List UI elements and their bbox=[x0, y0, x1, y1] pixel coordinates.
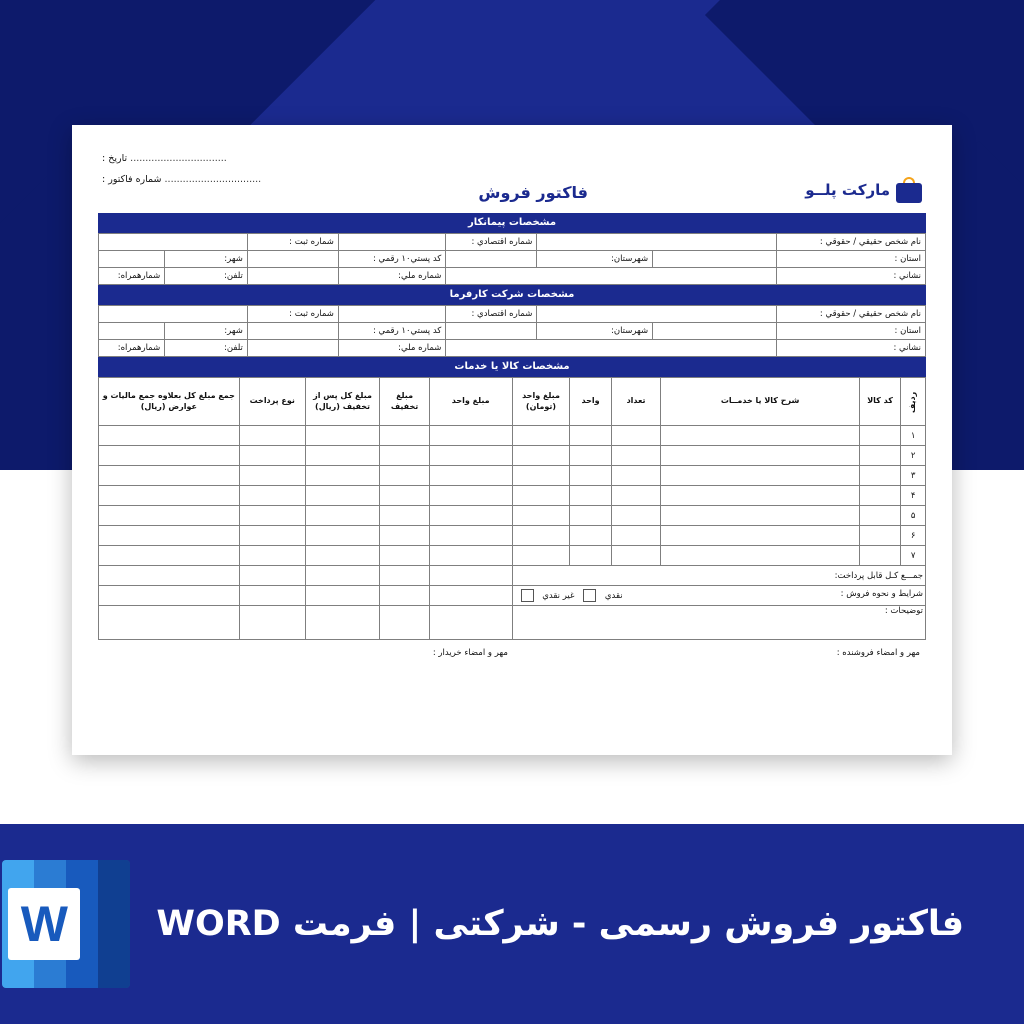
cell-unit[interactable] bbox=[570, 426, 611, 446]
word-icon-letter: W bbox=[20, 896, 68, 952]
employer-field-value-city-county[interactable] bbox=[446, 323, 537, 340]
page-title: فاکتور فروش bbox=[478, 183, 588, 202]
employer-field-value-address[interactable] bbox=[446, 340, 777, 357]
cell-payment-type[interactable] bbox=[239, 506, 305, 526]
col-header-unit: واحد bbox=[570, 378, 611, 426]
meta-date-label: تاریخ : bbox=[102, 153, 128, 164]
employer-field-label-legal-name: نام شخص حقيقي / حقوقي : bbox=[777, 306, 926, 323]
cell-product-code[interactable] bbox=[859, 546, 900, 566]
table-row bbox=[99, 426, 926, 446]
cell-unit[interactable] bbox=[570, 486, 611, 506]
cell-quantity[interactable] bbox=[611, 466, 661, 486]
cell-total-after-discount[interactable] bbox=[305, 546, 379, 566]
field-label-mobile: شمارهمراه: bbox=[99, 268, 165, 285]
employer-field-value-registration-number[interactable] bbox=[99, 306, 248, 323]
cell-discount[interactable] bbox=[380, 426, 430, 446]
cell-unit-price-toman[interactable] bbox=[512, 506, 570, 526]
microsoft-word-icon bbox=[2, 860, 130, 988]
cell-grand-total[interactable] bbox=[99, 526, 240, 546]
col-header-unit-price: مبلغ واحد bbox=[429, 378, 512, 426]
cell-payment-type[interactable] bbox=[239, 546, 305, 566]
employer-field-value-national-id[interactable] bbox=[247, 340, 338, 357]
meta-date-dots: ................................ bbox=[130, 153, 227, 164]
row-number: ۵ bbox=[901, 506, 926, 526]
brand-logo bbox=[805, 177, 922, 203]
field-value-national-id[interactable] bbox=[247, 268, 338, 285]
table-row bbox=[99, 323, 926, 340]
notes-label: توضیحات : bbox=[512, 606, 925, 640]
cell-grand-total[interactable] bbox=[99, 426, 240, 446]
terms-label-cell bbox=[512, 586, 925, 606]
cell-total-after-discount[interactable] bbox=[305, 526, 379, 546]
col-header-product-code: کد کالا bbox=[859, 378, 900, 426]
cell-unit-price-toman[interactable] bbox=[512, 546, 570, 566]
cell-discount[interactable] bbox=[380, 546, 430, 566]
cell-discount[interactable] bbox=[380, 446, 430, 466]
notes-row bbox=[99, 606, 926, 640]
field-label-economic-code: شماره اقتصادي : bbox=[446, 234, 537, 251]
employer-field-label-national-id: شماره ملي: bbox=[338, 340, 446, 357]
field-value-postal-code[interactable] bbox=[247, 251, 338, 268]
seller-signature-label: مهر و امضاء فروشنده : bbox=[836, 648, 920, 658]
cell-unit[interactable] bbox=[570, 506, 611, 526]
col-header-payment-type: نوع پرداخت bbox=[239, 378, 305, 426]
cell-description[interactable] bbox=[661, 446, 859, 466]
banner-title: فاکتور فروش رسمی - شرکتی | فرمت WORD bbox=[156, 904, 964, 944]
col-header-discount: مبلغ تخفیف bbox=[380, 378, 430, 426]
shopping-bag-icon bbox=[896, 177, 922, 203]
meta-invoice-label: شماره فاکتور : bbox=[102, 174, 162, 185]
table-row bbox=[99, 446, 926, 466]
col-header-description: شرح کالا یا خدمــات bbox=[661, 378, 859, 426]
cell-description[interactable] bbox=[661, 506, 859, 526]
contractor-info-table bbox=[98, 233, 926, 285]
field-value-legal-name[interactable] bbox=[537, 234, 777, 251]
goods-table-header-row bbox=[99, 378, 926, 426]
meta-invoice-dots: ................................ bbox=[164, 174, 262, 185]
terms-cell-5[interactable] bbox=[99, 586, 240, 606]
cell-quantity[interactable] bbox=[611, 506, 661, 526]
table-row bbox=[99, 306, 926, 323]
cell-grand-total[interactable] bbox=[99, 486, 240, 506]
section-header-goods: مشخصات کالا یا خدمات bbox=[98, 357, 926, 377]
employer-field-value-economic-code[interactable] bbox=[338, 306, 446, 323]
col-header-unit-price-toman: مبلغ واحد (تومان) bbox=[512, 378, 570, 426]
notes-cell-1[interactable] bbox=[429, 606, 512, 640]
total-cell-1[interactable] bbox=[429, 566, 512, 586]
employer-info-table bbox=[98, 305, 926, 357]
noncash-label: غير نقدي bbox=[542, 591, 575, 601]
terms-row bbox=[99, 586, 926, 606]
employer-field-label-phone: تلفن: bbox=[165, 340, 248, 357]
notes-cell-2[interactable] bbox=[380, 606, 430, 640]
cell-total-after-discount[interactable] bbox=[305, 506, 379, 526]
employer-field-label-mobile: شمارهمراه: bbox=[99, 340, 165, 357]
field-value-economic-code[interactable] bbox=[338, 234, 446, 251]
cell-total-after-discount[interactable] bbox=[305, 446, 379, 466]
row-number: ۱ bbox=[901, 426, 926, 446]
employer-field-value-city[interactable] bbox=[99, 323, 165, 340]
col-header-quantity: تعداد bbox=[611, 378, 661, 426]
table-row bbox=[99, 486, 926, 506]
brand-name: مارکت پلــو bbox=[805, 181, 890, 199]
cell-unit-price[interactable] bbox=[429, 426, 512, 446]
bottom-banner bbox=[0, 824, 1024, 1024]
cell-total-after-discount[interactable] bbox=[305, 426, 379, 446]
cell-grand-total[interactable] bbox=[99, 506, 240, 526]
field-label-province: استان : bbox=[777, 251, 926, 268]
cell-unit-price[interactable] bbox=[429, 546, 512, 566]
cell-total-after-discount[interactable] bbox=[305, 466, 379, 486]
cell-payment-type[interactable] bbox=[239, 486, 305, 506]
cell-discount[interactable] bbox=[380, 526, 430, 546]
invoice-document bbox=[72, 125, 952, 755]
terms-cell-4[interactable] bbox=[239, 586, 305, 606]
table-row bbox=[99, 466, 926, 486]
signature-row bbox=[98, 640, 926, 658]
field-value-city-county[interactable] bbox=[446, 251, 537, 268]
notes-cell-3[interactable] bbox=[305, 606, 379, 640]
cell-payment-type[interactable] bbox=[239, 466, 305, 486]
field-label-phone: تلفن: bbox=[165, 268, 248, 285]
employer-field-value-legal-name[interactable] bbox=[537, 306, 777, 323]
row-number: ۲ bbox=[901, 446, 926, 466]
notes-cell-4[interactable] bbox=[239, 606, 305, 640]
cell-description[interactable] bbox=[661, 426, 859, 446]
terms-cell-1[interactable] bbox=[429, 586, 512, 606]
cell-unit-price-toman[interactable] bbox=[512, 466, 570, 486]
table-row bbox=[99, 506, 926, 526]
col-header-total-after-discount: مبلغ کل پس از تخفیف (ریال) bbox=[305, 378, 379, 426]
cell-product-code[interactable] bbox=[859, 446, 900, 466]
section-header-contractor: مشخصات پیمانکار bbox=[98, 213, 926, 233]
table-row bbox=[99, 251, 926, 268]
cell-product-code[interactable] bbox=[859, 426, 900, 446]
notes-cell-5[interactable] bbox=[99, 606, 240, 640]
terms-cell-3[interactable] bbox=[305, 586, 379, 606]
cell-description[interactable] bbox=[661, 546, 859, 566]
field-value-province[interactable] bbox=[653, 251, 777, 268]
cell-grand-total[interactable] bbox=[99, 446, 240, 466]
cell-unit-price[interactable] bbox=[429, 506, 512, 526]
field-label-postal-code: کد پستي۱۰ رقمي : bbox=[338, 251, 446, 268]
total-cell-5[interactable] bbox=[99, 566, 240, 586]
employer-field-label-city: شهر: bbox=[165, 323, 248, 340]
noncash-checkbox[interactable] bbox=[521, 589, 534, 602]
buyer-signature-label: مهر و امضاء خریدار : bbox=[432, 648, 508, 658]
total-cell-2[interactable] bbox=[380, 566, 430, 586]
employer-field-value-province[interactable] bbox=[653, 323, 777, 340]
row-number: ۶ bbox=[901, 526, 926, 546]
cell-unit-price-toman[interactable] bbox=[512, 426, 570, 446]
cell-quantity[interactable] bbox=[611, 446, 661, 466]
cell-unit[interactable] bbox=[570, 526, 611, 546]
cell-product-code[interactable] bbox=[859, 526, 900, 546]
row-number: ۳ bbox=[901, 466, 926, 486]
table-row bbox=[99, 234, 926, 251]
row-number: ۷ bbox=[901, 546, 926, 566]
field-label-national-id: شماره ملي: bbox=[338, 268, 446, 285]
table-row bbox=[99, 268, 926, 285]
employer-field-label-registration-number: شماره ثبت : bbox=[247, 306, 338, 323]
field-value-registration-number[interactable] bbox=[99, 234, 248, 251]
table-row bbox=[99, 546, 926, 566]
field-label-city: شهر: bbox=[165, 251, 248, 268]
table-row bbox=[99, 340, 926, 357]
table-row bbox=[99, 526, 926, 546]
field-label-legal-name: نام شخص حقيقي / حقوقي : bbox=[777, 234, 926, 251]
cell-description[interactable] bbox=[661, 466, 859, 486]
cell-unit-price-toman[interactable] bbox=[512, 446, 570, 466]
cell-quantity[interactable] bbox=[611, 486, 661, 506]
cell-total-after-discount[interactable] bbox=[305, 486, 379, 506]
cell-product-code[interactable] bbox=[859, 466, 900, 486]
employer-field-label-address: نشاني : bbox=[777, 340, 926, 357]
cell-unit-price[interactable] bbox=[429, 466, 512, 486]
field-label-registration-number: شماره ثبت : bbox=[247, 234, 338, 251]
col-header-row-number: ردیف bbox=[901, 378, 926, 426]
cell-unit[interactable] bbox=[570, 546, 611, 566]
total-label: جمـــع کـل قابل پرداخت: bbox=[512, 566, 925, 586]
cell-grand-total[interactable] bbox=[99, 546, 240, 566]
employer-field-label-city-county: شهرستان: bbox=[537, 323, 653, 340]
total-row bbox=[99, 566, 926, 586]
cell-unit-price[interactable] bbox=[429, 526, 512, 546]
cell-payment-type[interactable] bbox=[239, 526, 305, 546]
cell-grand-total[interactable] bbox=[99, 466, 240, 486]
employer-field-label-province: استان : bbox=[777, 323, 926, 340]
cash-checkbox[interactable] bbox=[583, 589, 596, 602]
col-header-grand-total-with-tax: جمع مبلغ کل بعلاوه جمع مالیات و عوارض (ریال) bbox=[99, 378, 240, 426]
employer-field-label-postal-code: کد پستي۱۰ رقمي : bbox=[338, 323, 446, 340]
cell-description[interactable] bbox=[661, 486, 859, 506]
field-value-address[interactable] bbox=[446, 268, 777, 285]
meta-date bbox=[102, 153, 261, 164]
field-value-city[interactable] bbox=[99, 251, 165, 268]
document-meta bbox=[102, 153, 261, 195]
cell-payment-type[interactable] bbox=[239, 426, 305, 446]
cell-product-code[interactable] bbox=[859, 506, 900, 526]
cell-description[interactable] bbox=[661, 526, 859, 546]
cell-product-code[interactable] bbox=[859, 486, 900, 506]
cell-unit-price[interactable] bbox=[429, 486, 512, 506]
cell-quantity[interactable] bbox=[611, 426, 661, 446]
cell-discount[interactable] bbox=[380, 486, 430, 506]
total-cell-3[interactable] bbox=[305, 566, 379, 586]
document-header bbox=[98, 147, 926, 213]
employer-field-value-postal-code[interactable] bbox=[247, 323, 338, 340]
meta-invoice-number bbox=[102, 174, 261, 185]
cell-unit[interactable] bbox=[570, 466, 611, 486]
total-cell-4[interactable] bbox=[239, 566, 305, 586]
cell-quantity[interactable] bbox=[611, 526, 661, 546]
cell-quantity[interactable] bbox=[611, 546, 661, 566]
cash-label: نقدي bbox=[604, 591, 623, 601]
section-header-employer: مشخصات شرکت کارفرما bbox=[98, 285, 926, 305]
field-label-city-county: شهرستان: bbox=[537, 251, 653, 268]
terms-cell-2[interactable] bbox=[380, 586, 430, 606]
field-label-address: نشاني : bbox=[777, 268, 926, 285]
cell-payment-type[interactable] bbox=[239, 446, 305, 466]
terms-label: شرایط و نحوه فروش : bbox=[840, 589, 923, 599]
cell-discount[interactable] bbox=[380, 466, 430, 486]
cell-unit-price-toman[interactable] bbox=[512, 486, 570, 506]
cell-unit-price[interactable] bbox=[429, 446, 512, 466]
cell-discount[interactable] bbox=[380, 506, 430, 526]
employer-field-label-economic-code: شماره اقتصادي : bbox=[446, 306, 537, 323]
goods-table bbox=[98, 377, 926, 640]
row-number: ۴ bbox=[901, 486, 926, 506]
cell-unit-price-toman[interactable] bbox=[512, 526, 570, 546]
cell-unit[interactable] bbox=[570, 446, 611, 466]
